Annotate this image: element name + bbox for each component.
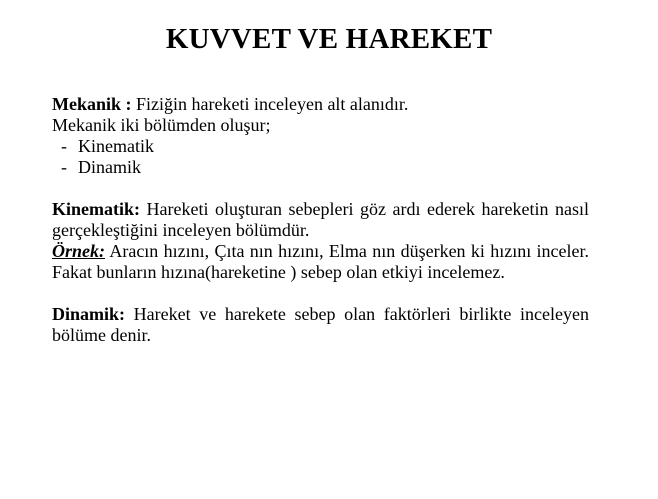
dynamics-term: Dinamik: xyxy=(52,304,126,324)
list-item xyxy=(52,157,589,178)
list-item-label: Kinematik xyxy=(78,136,154,156)
document-body xyxy=(52,94,589,346)
dynamics-definition-text: Hareket ve harekete sebep olan faktörleri birlikte inceleyen bölüme denir. xyxy=(52,304,589,345)
kinematics-definition xyxy=(52,199,589,241)
mechanics-definition xyxy=(52,94,589,115)
example-label: Örnek: xyxy=(52,241,105,261)
kinematics-example xyxy=(52,241,589,283)
list-item-label: Dinamik xyxy=(78,157,141,177)
kinematics-definition-text: Hareketi oluşturan sebepleri göz ardı ederek hareketin nasıl gerçekleştiğini inceleyen bölümdür. xyxy=(52,199,589,240)
mechanics-intro: Mekanik iki bölümden oluşur; xyxy=(52,115,271,135)
spacer xyxy=(52,178,589,199)
mechanics-definition-text: Fiziğin hareketi inceleyen alt alanıdır. xyxy=(131,94,409,114)
example-text: Aracın hızını, Çıta nın hızını, Elma nın düşerken ki hızını inceler. Fakat bunların hızına(hareketine ) sebep olan etkiyi incelemez. xyxy=(52,241,589,282)
spacer xyxy=(52,283,589,304)
page-title: KUVVET VE HAREKET xyxy=(165,23,493,55)
list-dash: - xyxy=(61,136,67,156)
mechanics-branches-list xyxy=(52,136,589,178)
list-dash: - xyxy=(61,157,67,177)
kinematics-term: Kinematik: xyxy=(52,199,140,219)
mechanics-term: Mekanik : xyxy=(52,94,132,114)
list-item xyxy=(52,136,589,157)
dynamics-definition xyxy=(52,304,589,346)
